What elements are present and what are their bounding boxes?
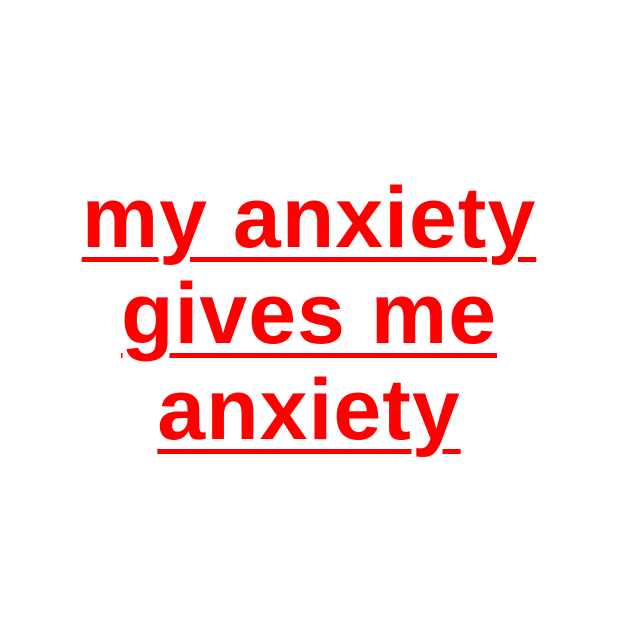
caption-line-3: anxiety — [157, 362, 461, 458]
caption-line-1: my anxiety — [81, 170, 537, 266]
caption-text-block — [0, 170, 618, 458]
caption-line-2: gives me — [120, 266, 498, 362]
